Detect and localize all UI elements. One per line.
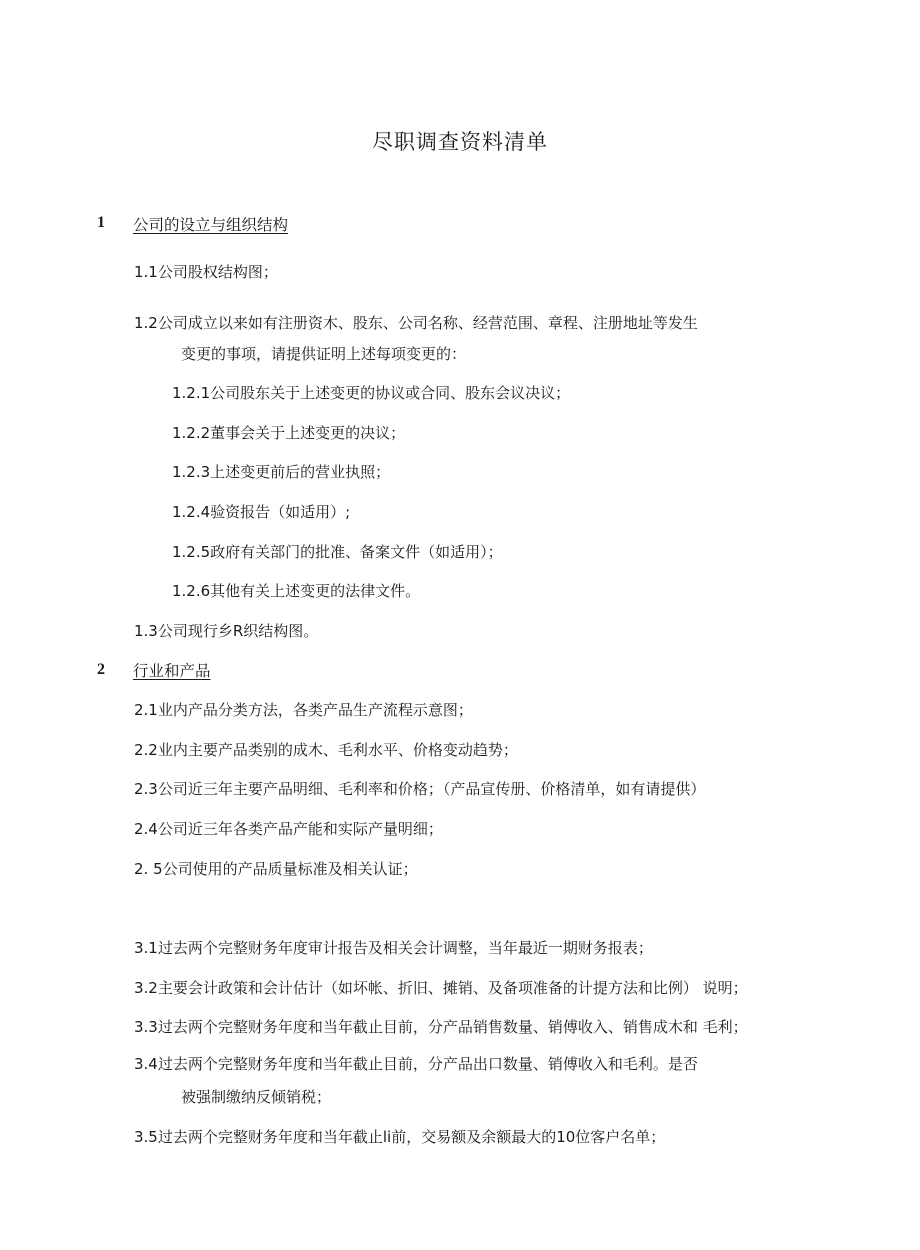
section-number: 1 [97, 214, 105, 231]
list-item: 1.2.2董事会关于上述变更的决议； [172, 424, 406, 442]
list-item: 2.3公司近三年主要产品明细、毛利率和价格；（产品宣传册、价格清单，如有请提供） [134, 780, 706, 798]
list-item: 3.5过去两个完整财务年度和当年截止li前，交易额及余额最大的10位客户名单； [134, 1128, 666, 1146]
list-item: 1.2.6其他有关上述变更的法律文件。 [172, 582, 421, 600]
list-item: 2. 5公司使用的产品质量标准及相关认证； [134, 860, 418, 878]
list-item: 3.4过去两个完整财务年度和当年截止目前，分产品出口数量、销傅收入和毛利。是否 [134, 1055, 698, 1073]
page-title: 尽职调查资料清单 [372, 130, 548, 154]
section-number: 2 [97, 661, 105, 678]
list-item: 3.1过去两个完整财务年度审计报告及相关会计调整，当年最近一期财务报表； [134, 939, 653, 957]
list-item: 2.1业内产品分类方法，各类产品生产流程示意图； [134, 701, 473, 719]
list-item: 1.2.4验资报告（如适用）; [172, 503, 351, 521]
list-item: 1.2.5政府有关部门的批准、备案文件（如适用）； [172, 543, 503, 561]
list-item: 1.2.1公司股东关于上述变更的协议或合同、股东会议决议； [172, 384, 571, 402]
section-heading: 公司的设立与组织结构 [133, 216, 289, 234]
list-item: 2.4公司近三年各类产品产能和实际产量明细； [134, 820, 443, 838]
list-item: 2.2业内主要产品类别的成木、毛利水平、价格变动趋势； [134, 741, 518, 759]
list-item-continuation: 被强制缴纳反倾销税； [181, 1088, 332, 1106]
list-item: 1.2公司成立以来如有注册资木、股东、公司名称、经营范围、章程、注册地址等发生 [134, 314, 698, 332]
list-item-continuation: 变更的事项，请提供证明上述每项变更的： [181, 345, 467, 363]
list-item: 3.3过去两个完整财务年度和当年截止目前，分产品销售数量、销傅收入、销售成木和 毛利； [134, 1018, 748, 1036]
list-item: 1.1公司股权结构图； [134, 263, 278, 281]
section-heading: 行业和产品 [133, 662, 211, 680]
list-item: 1.3公司现行乡R织结构图。 [134, 622, 319, 640]
list-item: 3.2主要会计政策和会计估计（如坏帐、折旧、摊销、及备项准备的计提方法和比例） 说明； [134, 979, 748, 997]
list-item: 1.2.3上述变更前后的营业执照； [172, 463, 391, 481]
